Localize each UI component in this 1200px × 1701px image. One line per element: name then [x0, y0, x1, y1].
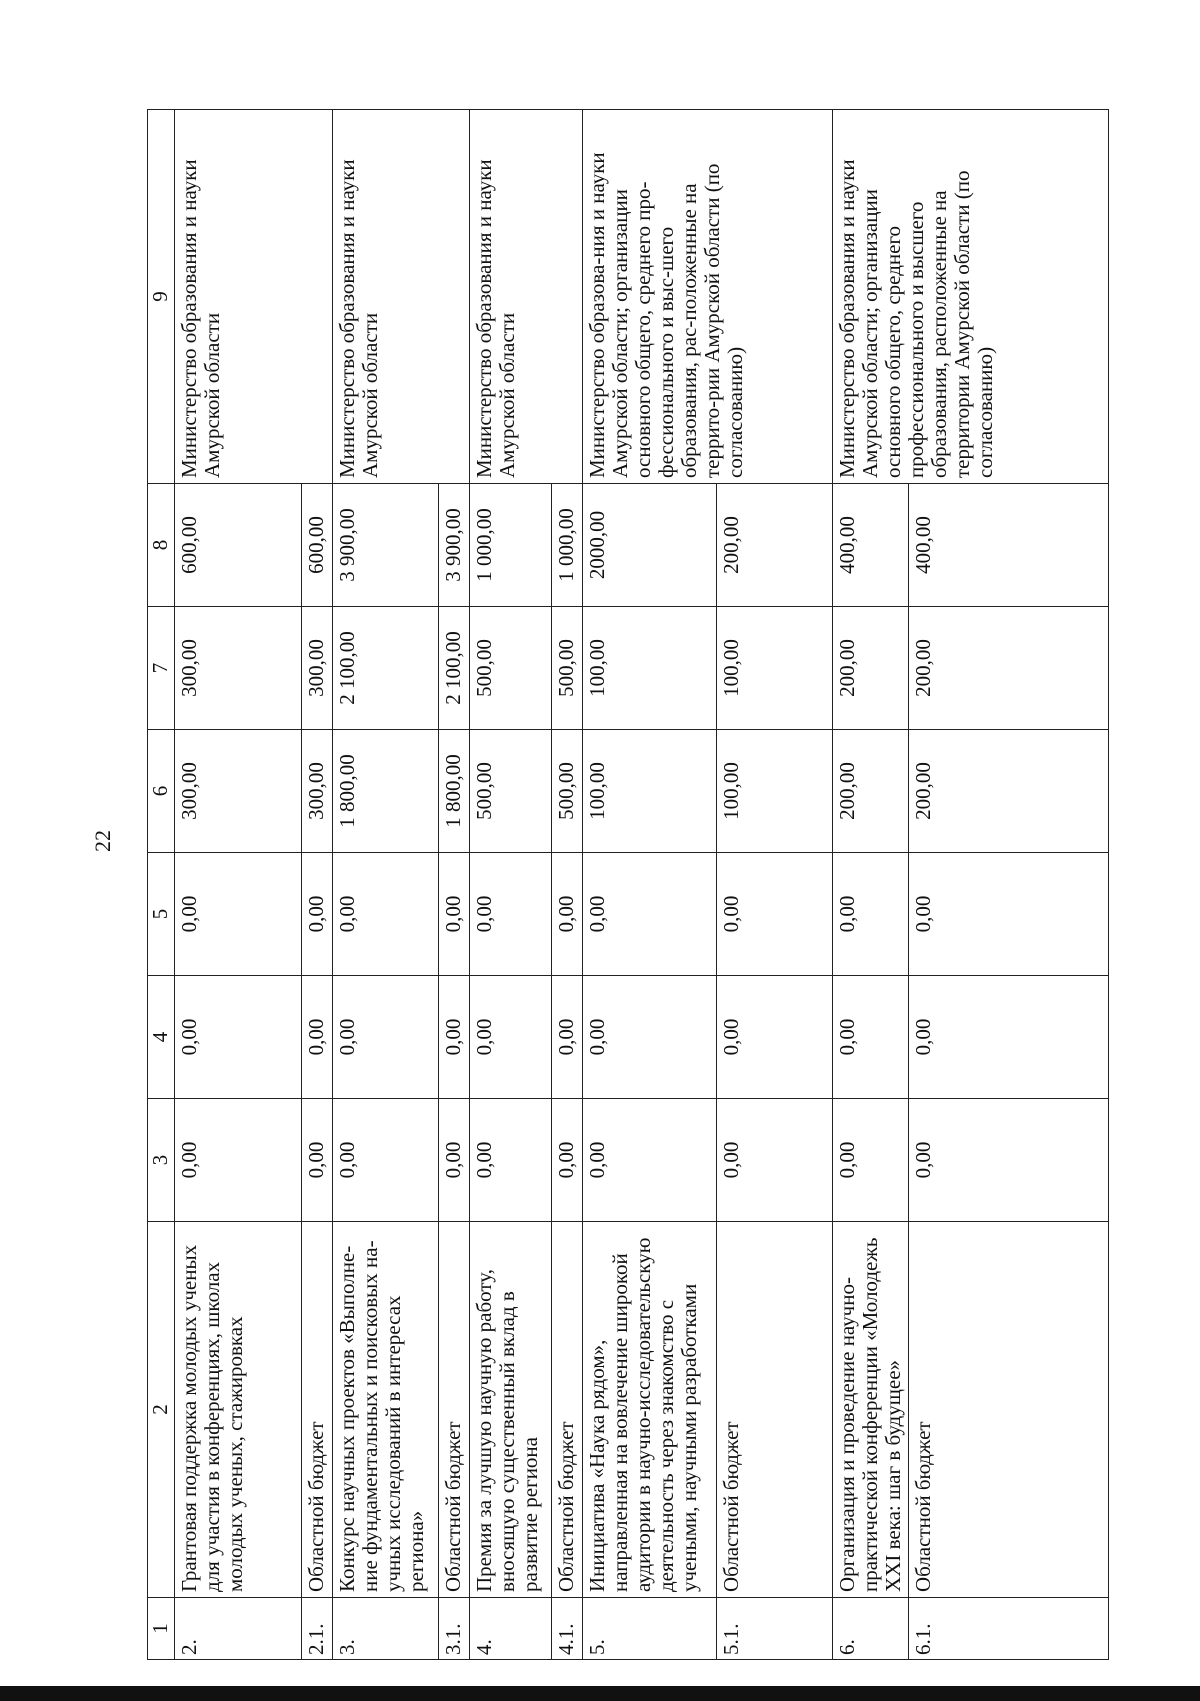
page-number: 22 [90, 830, 115, 852]
value-cell: 100,00 [583, 730, 717, 853]
row-number: 5.1. [717, 1598, 833, 1660]
executor-cell: Министерство образования и науки Амурской области [333, 110, 470, 484]
header-cell: 2 [148, 1222, 175, 1598]
header-cell: 9 [148, 110, 175, 484]
value-cell: 0,00 [302, 853, 333, 976]
value-cell: 200,00 [833, 730, 909, 853]
value-cell: 0,00 [302, 976, 333, 1099]
value-cell: 0,00 [439, 976, 470, 1099]
value-cell: 0,00 [470, 1099, 552, 1222]
value-cell: 0,00 [583, 1099, 717, 1222]
event-name: Грантовая поддержка молодых ученых для участия в конференциях, школах молодых ученых, стажировках [175, 1222, 302, 1598]
executor-cell: Министерство образования и науки Амурской области [175, 110, 333, 484]
value-cell: 500,00 [470, 730, 552, 853]
value-cell: 0,00 [175, 1099, 302, 1222]
value-cell: 100,00 [583, 607, 717, 730]
value-cell: 300,00 [302, 607, 333, 730]
row-number: 6. [833, 1598, 909, 1660]
value-cell: 400,00 [909, 484, 1109, 607]
table-row [583, 110, 717, 1660]
value-cell: 0,00 [175, 853, 302, 976]
row-number: 2. [175, 1598, 302, 1660]
value-cell: 300,00 [175, 607, 302, 730]
value-cell: 0,00 [909, 976, 1109, 1099]
value-cell: 0,00 [717, 1099, 833, 1222]
row-number: 5. [583, 1598, 717, 1660]
value-cell: 0,00 [175, 976, 302, 1099]
value-cell: 3 900,00 [439, 484, 470, 607]
header-cell: 3 [148, 1099, 175, 1222]
header-cell: 7 [148, 607, 175, 730]
value-cell: 2 100,00 [439, 607, 470, 730]
value-cell: 1 000,00 [470, 484, 552, 607]
table-row [470, 110, 552, 1660]
row-number: 4.1. [552, 1598, 583, 1660]
event-name: Премия за лучшую научную работу, вносящую существенный вклад в развитие региона [470, 1222, 552, 1598]
value-cell: 2000,00 [583, 484, 717, 607]
event-name: Областной бюджет [439, 1222, 470, 1598]
value-cell: 400,00 [833, 484, 909, 607]
value-cell: 0,00 [552, 1099, 583, 1222]
value-cell: 1 800,00 [439, 730, 470, 853]
value-cell: 500,00 [470, 607, 552, 730]
value-cell: 0,00 [717, 853, 833, 976]
header-cell: 8 [148, 484, 175, 607]
executor-cell: Министерство образования и науки Амурской области [470, 110, 583, 484]
rotated-table-container [147, 110, 1153, 1660]
value-cell: 3 900,00 [333, 484, 439, 607]
value-cell: 0,00 [552, 853, 583, 976]
header-cell: 4 [148, 976, 175, 1099]
row-number: 2.1. [302, 1598, 333, 1660]
value-cell: 0,00 [439, 853, 470, 976]
value-cell: 0,00 [470, 976, 552, 1099]
value-cell: 0,00 [909, 1099, 1109, 1222]
scan-bottom-edge [0, 1686, 1200, 1701]
value-cell: 300,00 [302, 730, 333, 853]
header-row [148, 110, 175, 1660]
value-cell: 300,00 [175, 730, 302, 853]
event-name: Областной бюджет [909, 1222, 1109, 1598]
value-cell: 0,00 [552, 976, 583, 1099]
value-cell: 200,00 [909, 607, 1109, 730]
value-cell: 200,00 [833, 607, 909, 730]
row-number: 3. [333, 1598, 439, 1660]
value-cell: 0,00 [333, 976, 439, 1099]
event-name: Организация и проведение научно-практической конференции «Молодежь XXI века: шаг в будущее» [833, 1222, 909, 1598]
value-cell: 500,00 [552, 607, 583, 730]
program-table [147, 109, 1109, 1660]
header-cell: 5 [148, 853, 175, 976]
header-cell: 6 [148, 730, 175, 853]
value-cell: 500,00 [552, 730, 583, 853]
row-number: 3.1. [439, 1598, 470, 1660]
value-cell: 0,00 [833, 853, 909, 976]
value-cell: 0,00 [833, 976, 909, 1099]
executor-cell: Министерство образования и науки Амурской области; организации основного общего, среднего профессионального и высшего образования, расположенные на территории Амурской области (по согласованию) [833, 110, 1109, 484]
value-cell: 0,00 [439, 1099, 470, 1222]
row-number: 6.1. [909, 1598, 1109, 1660]
value-cell: 600,00 [175, 484, 302, 607]
value-cell: 0,00 [717, 976, 833, 1099]
event-name: Конкурс научных проектов «Выполне-ние фундаментальных и поисковых на-учных исследований в интересах региона» [333, 1222, 439, 1598]
event-name: Областной бюджет [302, 1222, 333, 1598]
value-cell: 0,00 [833, 1099, 909, 1222]
value-cell: 200,00 [717, 484, 833, 607]
value-cell: 0,00 [583, 853, 717, 976]
event-name: Инициатива «Наука рядом», направленная на вовлечение широкой аудитории в научно-исследовательскую деятельность через знакомство с учеными, научными разработками [583, 1222, 717, 1598]
event-name: Областной бюджет [717, 1222, 833, 1598]
table-row [333, 110, 439, 1660]
value-cell: 0,00 [333, 1099, 439, 1222]
table-row [833, 110, 909, 1660]
value-cell: 0,00 [583, 976, 717, 1099]
value-cell: 2 100,00 [333, 607, 439, 730]
value-cell: 0,00 [470, 853, 552, 976]
row-number: 4. [470, 1598, 552, 1660]
event-name: Областной бюджет [552, 1222, 583, 1598]
value-cell: 1 000,00 [552, 484, 583, 607]
value-cell: 200,00 [909, 730, 1109, 853]
value-cell: 1 800,00 [333, 730, 439, 853]
table-row [175, 110, 302, 1660]
value-cell: 100,00 [717, 730, 833, 853]
value-cell: 0,00 [333, 853, 439, 976]
executor-cell: Министерство образова-ния и науки Амурской области; организации основного общего, среднего про-фессионального и выс-шего образования, рас-положенные на террито-рии Амурской области (по согласованию) [583, 110, 833, 484]
value-cell: 0,00 [302, 1099, 333, 1222]
header-cell: 1 [148, 1598, 175, 1660]
value-cell: 0,00 [909, 853, 1109, 976]
value-cell: 100,00 [717, 607, 833, 730]
value-cell: 600,00 [302, 484, 333, 607]
